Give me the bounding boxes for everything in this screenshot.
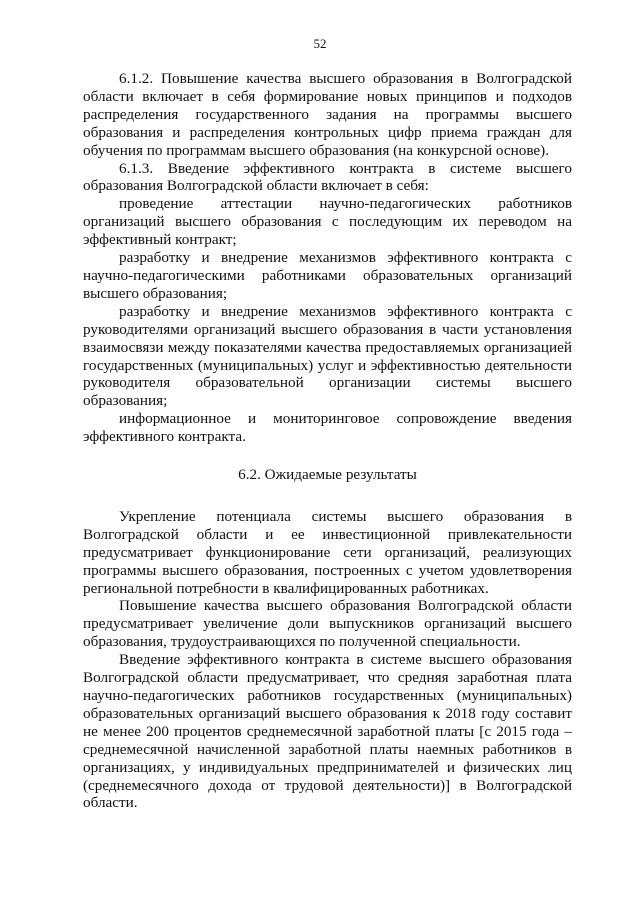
paragraph-6-1-2: 6.1.2. Повышение качества высшего образования в Волгоградской области включает в себя формирование новых принципов и подходов распределения государственного задания на программы высшего образования и распределения контрольных цифр приема граждан для обучения по программам высшего образования (на конкурсной основе).: [83, 70, 572, 159]
list-item-mechanisms-staff: разработку и внедрение механизмов эффективного контракта с научно-педагогическими работниками образовательных организаций высшего образования;: [83, 249, 572, 302]
page-number: 52: [313, 36, 327, 51]
document-body: [83, 70, 572, 812]
paragraph-quality-improvement: Повышение качества высшего образования Волгоградской области предусматривает увеличение доли выпускников организаций высшего образования, трудоустраивающихся по полученной специальности.: [83, 597, 572, 651]
section-heading-expected-results: 6.2. Ожидаемые результаты: [238, 466, 417, 484]
list-item-attestation: проведение аттестации научно-педагогических работников организаций высшего образования с последующим их переводом на эффективный контракт;: [83, 195, 572, 249]
paragraph-effective-contract: Введение эффективного контракта в системе высшего образования Волгоградской области предусматривает, что средняя заработная плата научно-педагогических работников государственных (муниципальных) образовательных организаций высшего образования к 2018 году составит не менее 200 процентов среднемесячной заработной платы [с 2015 года – среднемесячной начисленной заработной платы наемных работников в организациях, у индивидуальных предпринимателей и физических лиц (среднемесячного дохода от трудовой деятельности)] в Волгоградской области.: [83, 651, 572, 812]
list-item-mechanisms-heads: разработку и внедрение механизмов эффективного контракта с руководителями организаций высшего образования в части установления взаимосвязи между показателями качества предоставляемых организацией государственных (муниципальных) услуг и эффективностью деятельности руководителя образовательной организации системы высшего образования;: [83, 302, 572, 410]
paragraph-6-1-3: 6.1.3. Введение эффективного контракта в системе высшего образования Волгоградской области включает в себя:: [83, 159, 572, 195]
paragraph-strengthening-potential: Укрепление потенциала системы высшего образования в Волгоградской области и ее инвестиционной привлекательности предусматривает функционирование сети организаций, реализующих программы высшего образования, построенных с учетом удовлетворения региональной потребности в квалифицированных работниках.: [83, 507, 572, 597]
list-item-information-support: информационное и мониторинговое сопровождение введения эффективного контракта.: [83, 410, 572, 446]
